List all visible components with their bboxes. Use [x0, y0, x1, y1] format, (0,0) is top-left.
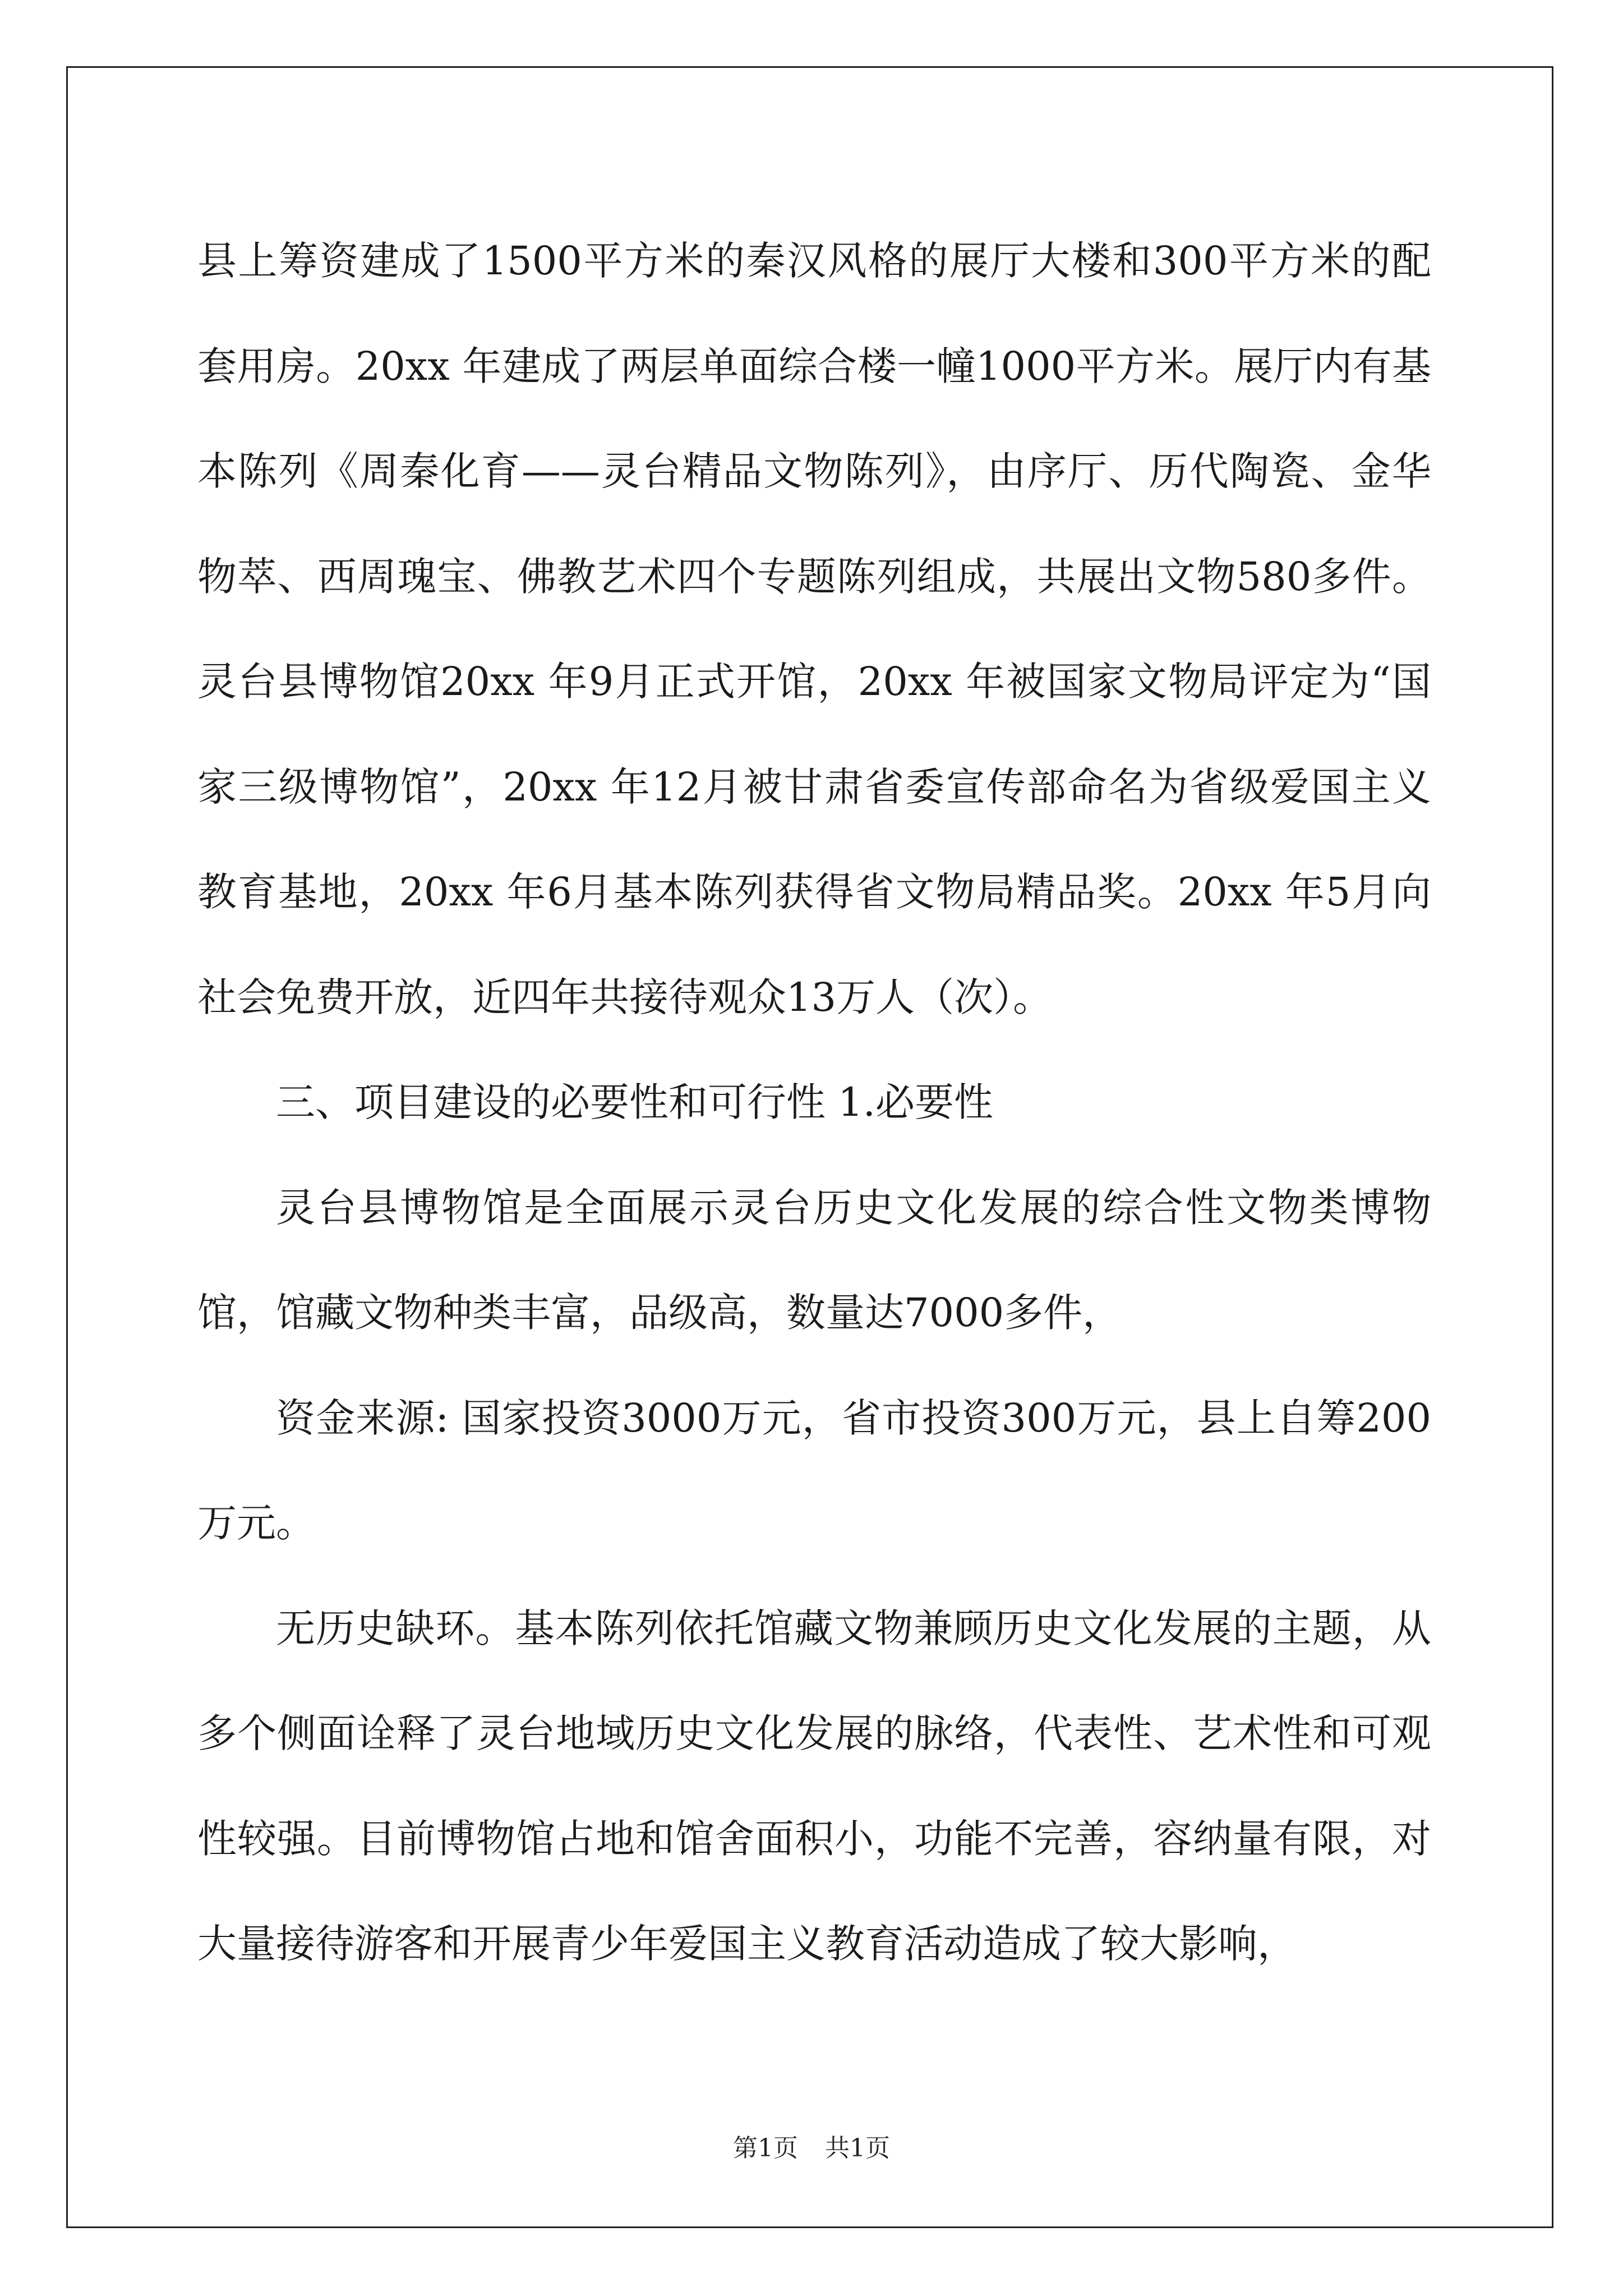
page-total: 共1页 — [825, 2134, 890, 2162]
section-heading: 三、项目建设的必要性和可行性 1.必要性 — [276, 1079, 994, 1125]
paragraph-1: 县上筹资建成了1500平方米的秦汉风格的展厅大楼和300平方米的配套用房。20xx 年建成了两层单面综合楼一幢1000平方米。展厅内有基本陈列《周秦化育——灵台精品文物陈列》，由序厅、历代陶瓷、金华物萃、西周瑰宝、佛教艺术四个专题陈列组成，共展出文物580多件。灵台县博物馆20xx 年9月正式开馆，20xx 年被国家文物局评定为“国家三级博物馆”，20xx 年12月被甘肃省委宣传部命名为省级爱国主义教育基地，20xx 年6月基本陈列获得省文物局精品奖。20xx 年5月向社会免费开放，近四年共接待观众13万人（次）。 — [197, 238, 1431, 1020]
page-footer — [0, 2132, 1623, 2165]
page-number: 第1页 — [733, 2134, 798, 2162]
document-body — [197, 209, 1431, 1997]
paragraph-4: 无历史缺环。基本陈列依托馆藏文物兼顾历史文化发展的主题，从多个侧面诠释了灵台地域历史文化发展的脉络，代表性、艺术性和可观性较强。目前博物馆占地和馆舍面积小，功能不完善，容纳量有限，对大量接待游客和开展青少年爱国主义教育活动造成了较大影响， — [197, 1605, 1431, 1967]
paragraph-2: 灵台县博物馆是全面展示灵台历史文化发展的综合性文物类博物馆，馆藏文物种类丰富，品级高，数量达7000多件， — [197, 1184, 1431, 1336]
paragraph-3: 资金来源: 国家投资3000万元，省市投资300万元，县上自筹200万元。 — [197, 1395, 1431, 1546]
